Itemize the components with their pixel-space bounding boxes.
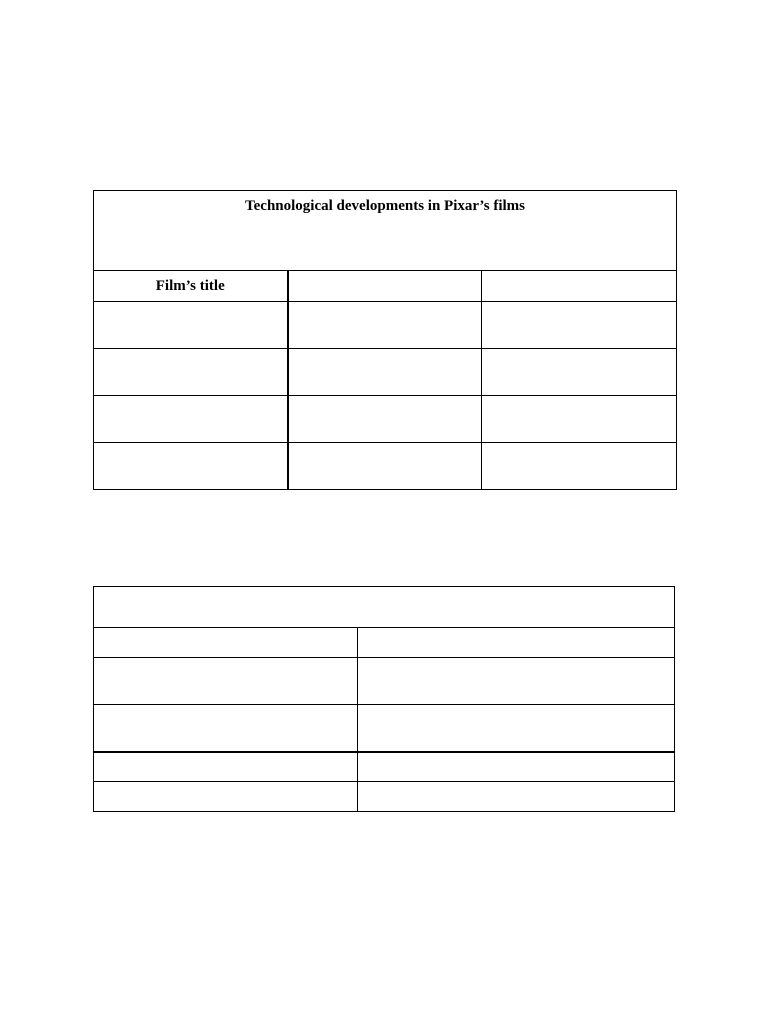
second-table	[93, 586, 675, 812]
table-row	[94, 302, 677, 349]
table-title-row	[94, 191, 677, 271]
table-cell	[482, 302, 677, 349]
table-cell	[288, 302, 482, 349]
table-cell	[94, 396, 288, 443]
table-cell	[94, 658, 358, 705]
table-row	[94, 752, 675, 782]
table-row	[94, 349, 677, 396]
table-row	[94, 705, 675, 752]
table-row	[94, 396, 677, 443]
table-cell	[288, 349, 482, 396]
table-header-row	[94, 271, 677, 302]
column-header-film-title: Film’s title	[94, 271, 288, 302]
table-cell	[94, 628, 358, 658]
table-cell	[94, 302, 288, 349]
pixar-tech-table	[93, 190, 677, 490]
table-title: Technological developments in Pixar’s films	[94, 191, 677, 271]
table-cell	[358, 752, 675, 782]
table-row	[94, 443, 677, 490]
table-cell	[482, 396, 677, 443]
table-cell	[358, 782, 675, 812]
table-cell	[94, 443, 288, 490]
table-title-row	[94, 587, 675, 628]
table-row	[94, 782, 675, 812]
table-row	[94, 658, 675, 705]
table-cell	[482, 443, 677, 490]
table-row	[94, 628, 675, 658]
table-cell	[94, 752, 358, 782]
table-cell	[358, 705, 675, 752]
column-header-3	[482, 271, 677, 302]
table-cell	[94, 349, 288, 396]
table-cell	[358, 658, 675, 705]
table-cell	[94, 782, 358, 812]
table-cell	[288, 396, 482, 443]
table-title	[94, 587, 675, 628]
table-cell	[94, 705, 358, 752]
table-cell	[358, 628, 675, 658]
table-cell	[288, 443, 482, 490]
table-cell	[482, 349, 677, 396]
column-header-2	[288, 271, 482, 302]
